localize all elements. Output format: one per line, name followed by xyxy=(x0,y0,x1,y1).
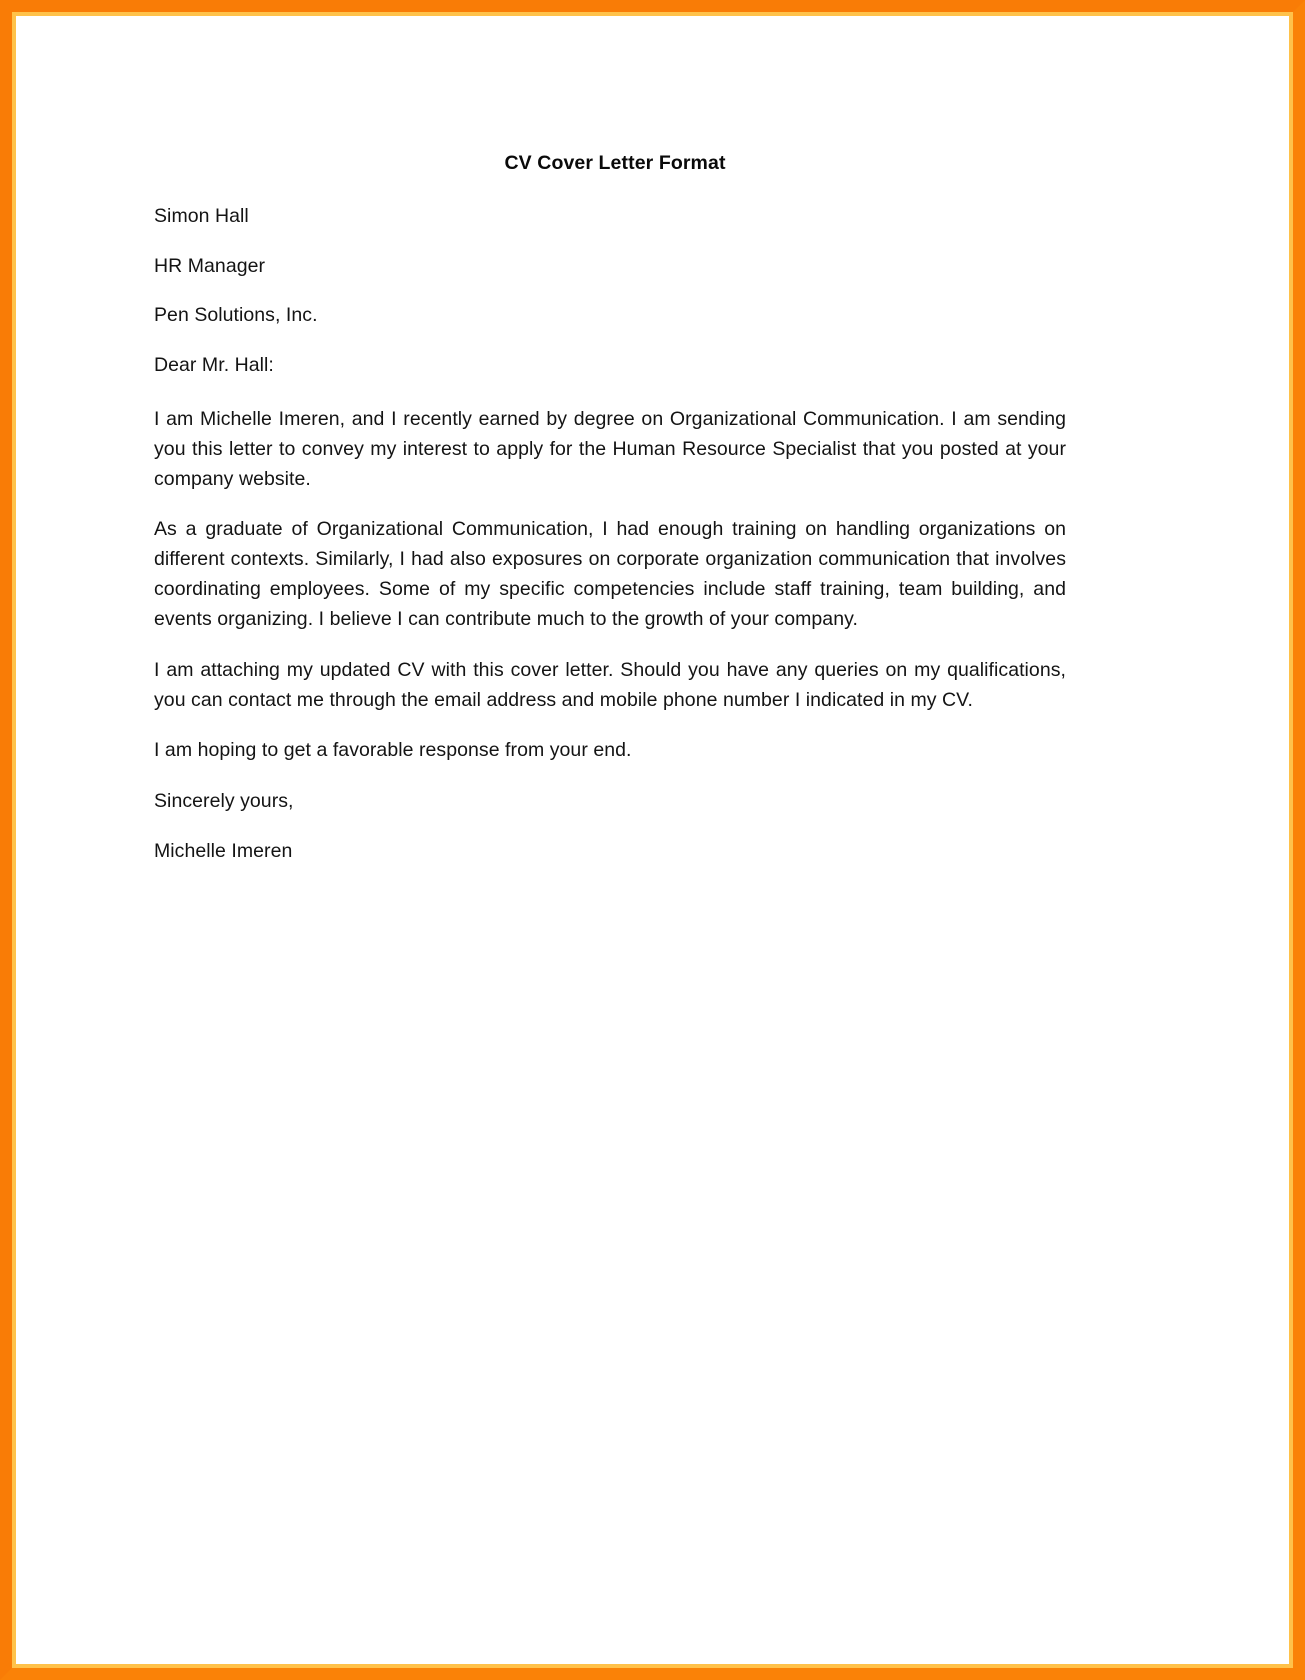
closing-line: Sincerely yours, xyxy=(154,790,294,813)
body-paragraph-1: I am Michelle Imeren, and I recently earned by degree on Organizational Communication. I am sending you this letter to convey my interest to apply for the Human Resource Specialist that you posted at your company website. xyxy=(154,408,1066,490)
letter-content xyxy=(154,152,1066,861)
document-sheet xyxy=(22,22,1283,1658)
salutation: Dear Mr. Hall: xyxy=(154,353,274,376)
recipient-name: Simon Hall xyxy=(154,205,249,227)
body-paragraph-3: I am attaching my updated CV with this cover letter. Should you have any queries on my qualifications, you can contact me through the email address and mobile phone number I indicated in my CV. xyxy=(154,658,1066,711)
body-paragraph-2: As a graduate of Organizational Communication, I had enough training on handling organizations on different contexts. Similarly, I had also exposures on corporate organization communication that involves coordinating employees. Some of my specific competencies include staff training, team building, and events organizing. I believe I can contribute much to the growth of your company. xyxy=(154,518,1066,630)
recipient-company: Pen Solutions, Inc. xyxy=(154,304,318,326)
body-paragraph-4: I am hoping to get a favorable response from your end. xyxy=(154,739,632,762)
signature-name: Michelle Imeren xyxy=(154,839,293,862)
recipient-job-title: HR Manager xyxy=(154,254,266,277)
page-title: CV Cover Letter Format xyxy=(504,152,726,174)
